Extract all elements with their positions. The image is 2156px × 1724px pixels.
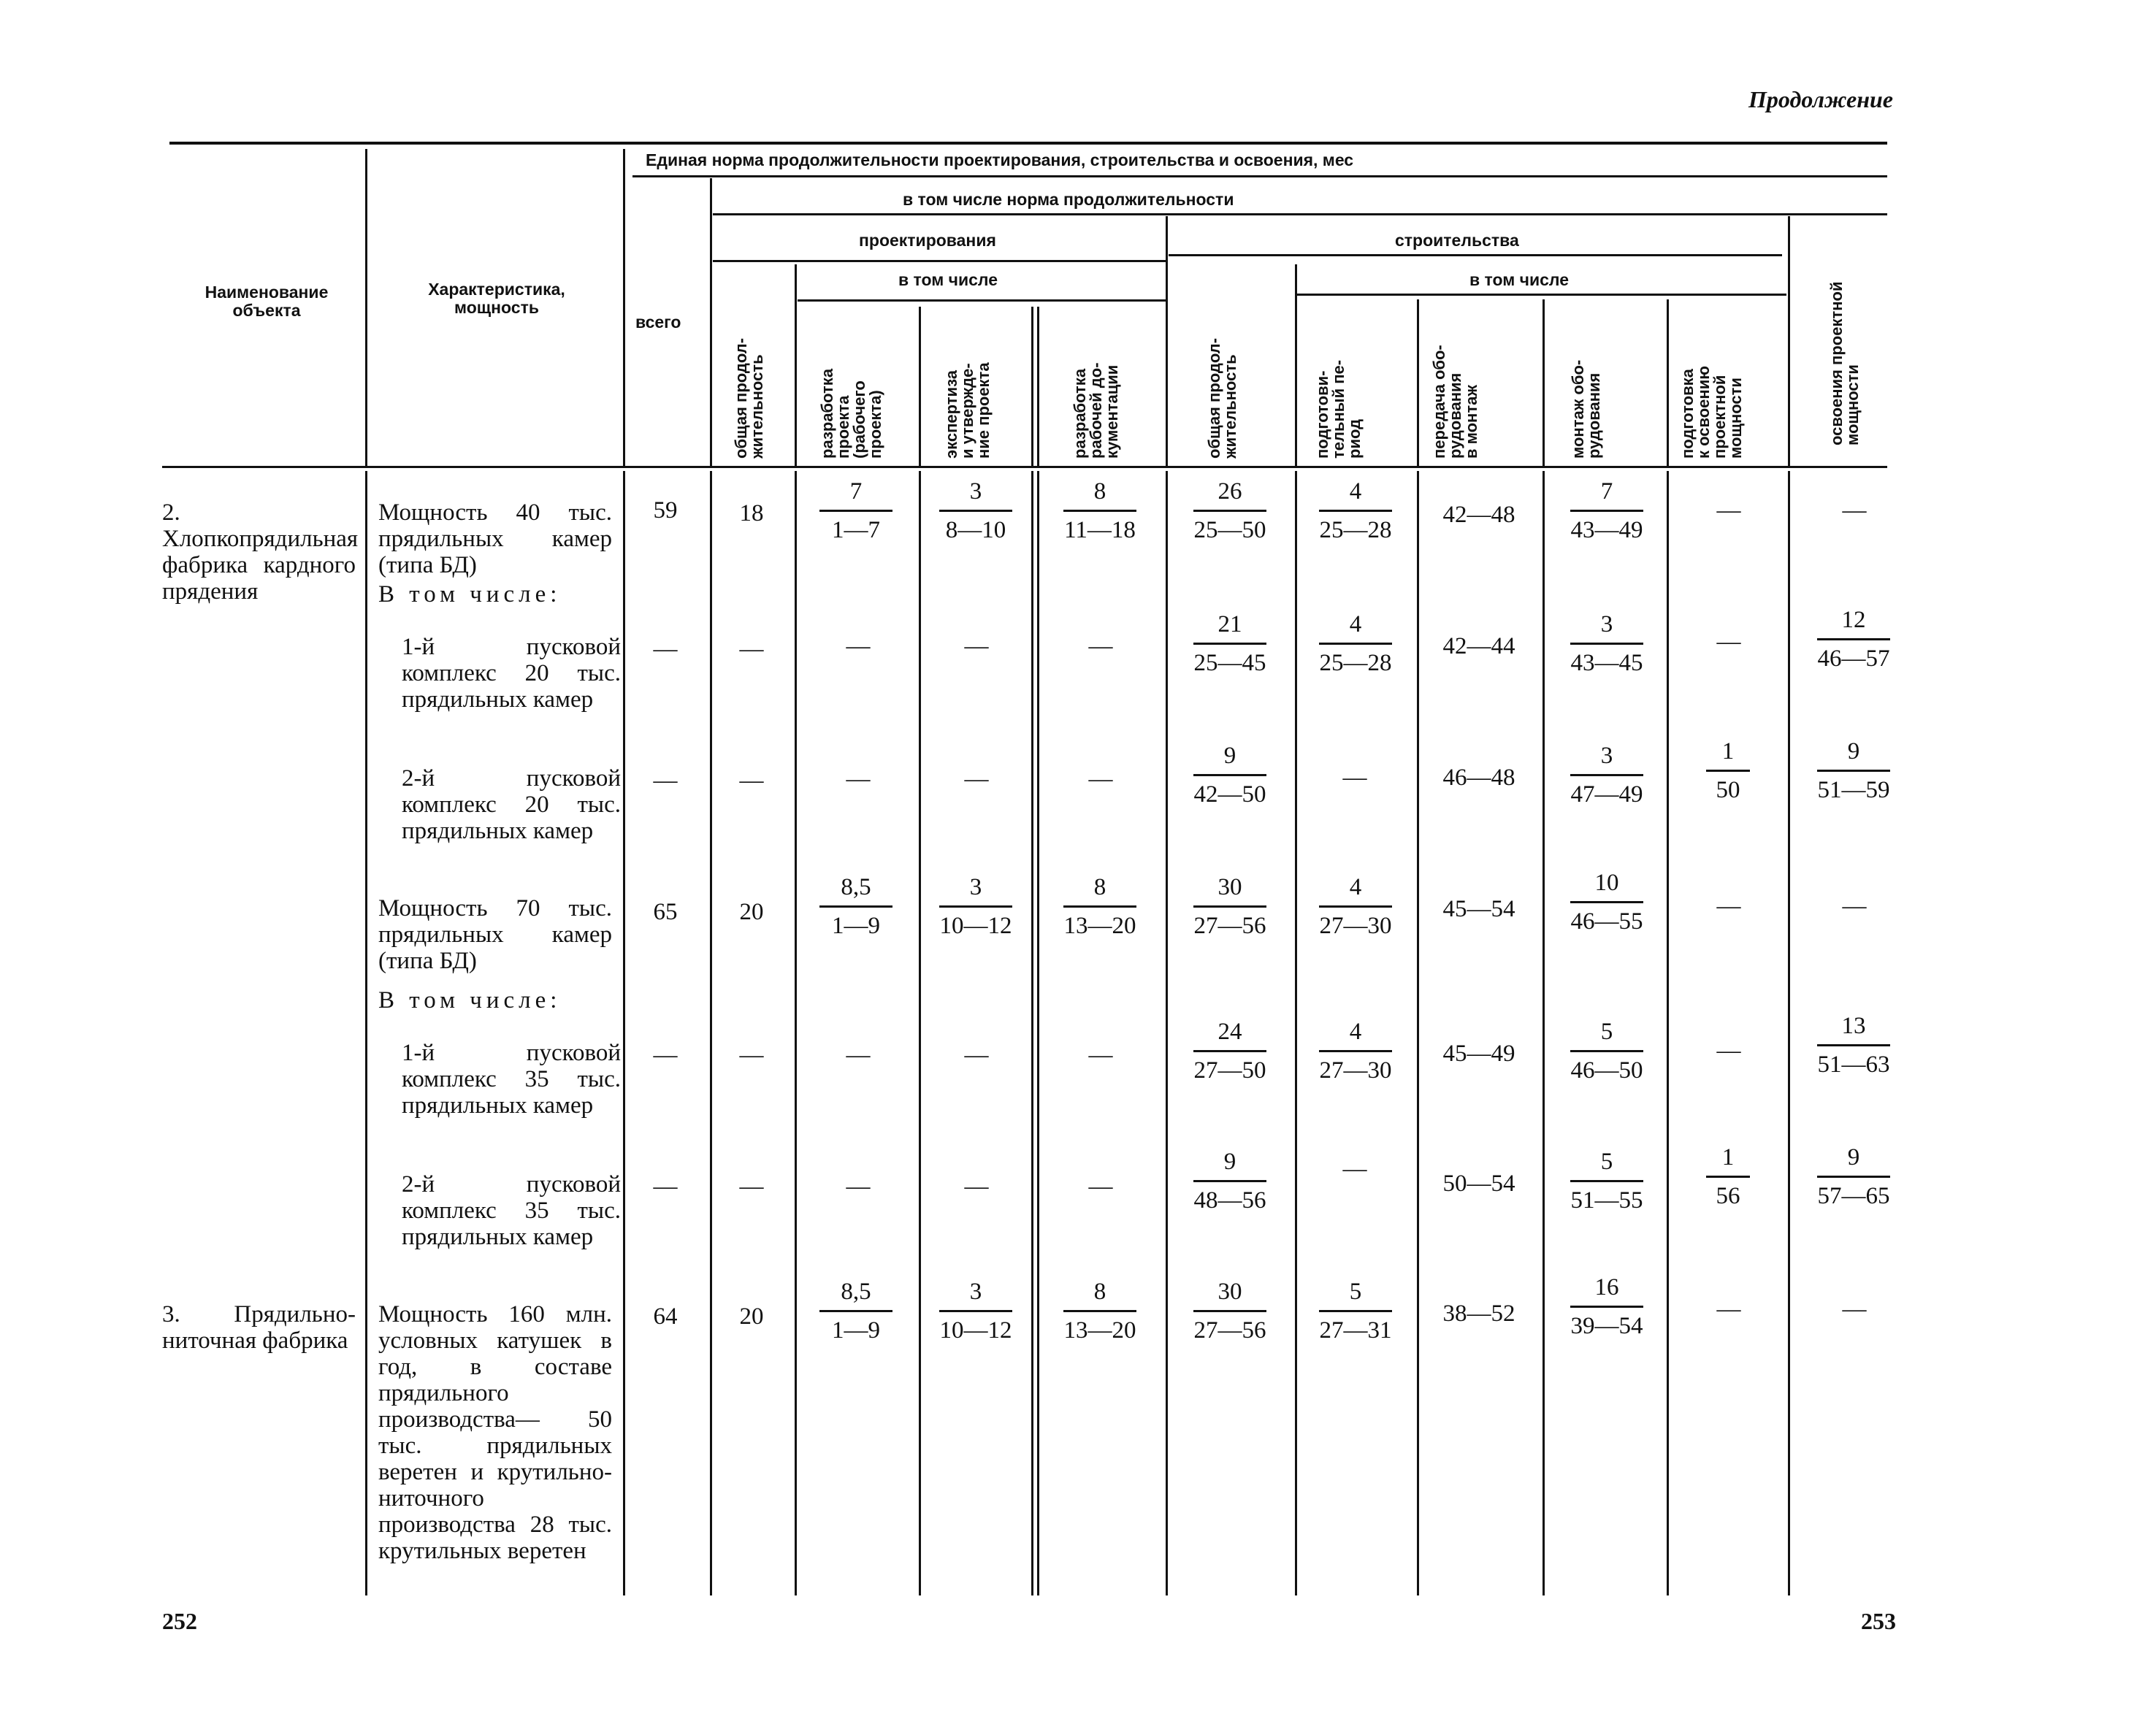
rule-design xyxy=(713,260,1166,262)
cell-constr-total xyxy=(1186,1278,1274,1344)
vrule-char xyxy=(623,149,625,467)
table-top-rule xyxy=(169,142,1887,145)
header-construction: строительства xyxy=(1395,231,1519,250)
cell-constr-mount xyxy=(1563,1018,1651,1084)
cell-design-work: — xyxy=(1088,766,1113,792)
cell-mastering: — xyxy=(1842,1296,1867,1322)
frac-num: 1 xyxy=(1721,1144,1735,1171)
cell-constr-mount xyxy=(1563,1148,1651,1214)
cell-total: — xyxy=(653,1173,678,1200)
cell-constr-master-prep: — xyxy=(1716,1296,1741,1322)
cell-constr-master-prep xyxy=(1684,1143,1772,1210)
frac-num: 7 xyxy=(1600,478,1613,505)
header-col-design-total: общая продол- жительность xyxy=(732,337,766,459)
frac-den: 39—54 xyxy=(1570,1313,1643,1339)
vrule-constr-total xyxy=(1295,264,1297,467)
frac-num: 9 xyxy=(1223,1149,1236,1175)
header-unified-norm: Единая норма продолжительности проектирования, строительства и освоения, мес xyxy=(646,150,1354,169)
cell-constr-transfer: 42—44 xyxy=(1442,633,1515,659)
frac-den: 27—30 xyxy=(1319,913,1392,939)
vrule-constr-mount xyxy=(1667,299,1669,467)
cell-design-work xyxy=(1056,478,1144,544)
cell-constr-total xyxy=(1186,1148,1274,1214)
header-col-constr-transfer: передача обо- рудования в монтаж xyxy=(1430,345,1480,459)
frac-den: 8—10 xyxy=(945,517,1006,543)
frac-den: 27—31 xyxy=(1319,1317,1392,1344)
frac-num: 3 xyxy=(969,874,982,900)
cell-constr-transfer: 38—52 xyxy=(1442,1300,1515,1327)
frac-num: 3 xyxy=(1600,611,1613,637)
frac-num: 12 xyxy=(1841,607,1866,633)
cell-design-work: — xyxy=(1088,1173,1113,1200)
frac-den: 42—50 xyxy=(1193,781,1266,808)
frac-num: 3 xyxy=(969,1279,982,1305)
cell-constr-total xyxy=(1186,742,1274,808)
body-vrule-7 xyxy=(1166,471,1168,1595)
cell-design-total: — xyxy=(739,1042,764,1068)
frac-num: 8,5 xyxy=(841,874,871,900)
cell-design-expert: — xyxy=(964,1042,989,1068)
vrule-design-end xyxy=(1166,216,1168,467)
frac-num: 4 xyxy=(1349,874,1362,900)
cell-constr-prep xyxy=(1312,610,1399,677)
cell-constr-total xyxy=(1186,478,1274,544)
header-col-design-expert: экспертиза и утвержде- ние проекта xyxy=(942,362,993,459)
vrule-design-expert xyxy=(1031,307,1033,467)
header-characteristic: Характеристика, мощность xyxy=(428,280,565,317)
cell-design-dev xyxy=(812,1278,900,1344)
frac-den: 43—45 xyxy=(1570,650,1643,676)
row-char: Мощность 40 тыс. прядильных камер (типа БД) xyxy=(378,499,612,578)
header-col-constr-prep: подготови- тельный пе- риод xyxy=(1313,359,1364,459)
cell-design-work xyxy=(1056,1278,1144,1344)
frac-den: 11—18 xyxy=(1064,517,1136,543)
rule-including xyxy=(713,213,1887,215)
cell-design-dev: — xyxy=(846,633,871,659)
body-vrule-6 xyxy=(1031,471,1033,1595)
frac-den: 56 xyxy=(1716,1183,1740,1209)
frac-den: 13—20 xyxy=(1063,1317,1136,1344)
cell-constr-mount xyxy=(1563,610,1651,677)
header-name: Наименование объекта xyxy=(204,283,329,320)
cell-constr-transfer: 45—54 xyxy=(1442,896,1515,922)
frac-den: 47—49 xyxy=(1570,781,1643,808)
cell-total: — xyxy=(653,636,678,662)
frac-num: 30 xyxy=(1217,874,1242,900)
body-vrule-12 xyxy=(1788,471,1790,1595)
frac-num: 4 xyxy=(1349,1019,1362,1045)
page-number-left: 252 xyxy=(162,1608,197,1634)
frac-num: 5 xyxy=(1600,1149,1613,1175)
header-total: всего xyxy=(635,313,681,332)
cell-design-total: — xyxy=(739,1173,764,1200)
cell-constr-prep xyxy=(1312,873,1399,940)
cell-constr-transfer: 45—49 xyxy=(1442,1041,1515,1067)
frac-num: 9 xyxy=(1847,738,1860,765)
frac-den: 43—49 xyxy=(1570,517,1643,543)
cell-constr-master-prep: — xyxy=(1716,1038,1741,1064)
vrule-name xyxy=(365,149,367,467)
cell-design-dev xyxy=(812,478,900,544)
cell-constr-master-prep xyxy=(1684,738,1772,804)
cell-mastering xyxy=(1810,606,1897,673)
cell-design-expert xyxy=(932,1278,1020,1344)
cell-mastering: — xyxy=(1842,497,1867,524)
cell-constr-total xyxy=(1186,610,1274,677)
frac-den: 27—50 xyxy=(1193,1057,1266,1084)
object-name-2: 2. Хлопкопрядильная фабрика кардного прядения xyxy=(162,499,359,605)
body-vrule-6b xyxy=(1037,471,1039,1595)
body-vrule-10 xyxy=(1543,471,1545,1595)
header-including-norm: в том числе норма продолжительности xyxy=(903,190,1234,209)
row-char: 1-й пусковой комплекс 20 тыс. прядильных камер xyxy=(402,634,621,713)
frac-num: 8 xyxy=(1093,478,1106,505)
frac-den: 46—57 xyxy=(1817,645,1890,672)
frac-den: 25—45 xyxy=(1193,650,1266,676)
cell-total: — xyxy=(653,1042,678,1068)
frac-den: 27—56 xyxy=(1193,1317,1266,1344)
frac-den: 51—59 xyxy=(1817,777,1890,803)
frac-den: 25—28 xyxy=(1319,517,1392,543)
header-col-design-work: разработка рабочей до- кументации xyxy=(1071,362,1121,459)
frac-num: 8 xyxy=(1093,874,1106,900)
frac-num: 3 xyxy=(1600,743,1613,769)
cell-constr-transfer: 46—48 xyxy=(1442,765,1515,791)
header-bottom-rule xyxy=(162,466,1887,468)
page-number-right: 253 xyxy=(1861,1608,1896,1634)
vrule-design-dev xyxy=(919,307,921,467)
vrule-design-total xyxy=(795,264,797,467)
vrule-constr-prep xyxy=(1417,299,1419,467)
frac-den: 27—56 xyxy=(1193,913,1266,939)
frac-den: 10—12 xyxy=(939,913,1012,939)
frac-den: 48—56 xyxy=(1193,1187,1266,1214)
body-vrule-8 xyxy=(1295,471,1297,1595)
frac-den: 13—20 xyxy=(1063,913,1136,939)
cell-constr-prep xyxy=(1312,478,1399,544)
cell-design-total: 18 xyxy=(739,500,764,526)
body-vrule-9 xyxy=(1417,471,1419,1595)
frac-num: 26 xyxy=(1217,478,1242,505)
cell-design-dev: — xyxy=(846,766,871,792)
row-char: 1-й пусковой комплекс 35 тыс. прядильных камер xyxy=(402,1040,621,1119)
header-col-constr-master-prep: подготовка к освоению проектной мощности xyxy=(1678,365,1745,459)
row-char: 2-й пусковой комплекс 20 тыс. прядильных камер xyxy=(402,765,621,844)
frac-num: 7 xyxy=(849,478,863,505)
cell-total: — xyxy=(653,767,678,794)
cell-constr-prep xyxy=(1312,1018,1399,1084)
frac-den: 1—7 xyxy=(832,517,880,543)
cell-design-expert xyxy=(932,478,1020,544)
frac-num: 10 xyxy=(1594,870,1619,896)
frac-den: 27—30 xyxy=(1319,1057,1392,1084)
frac-num: 24 xyxy=(1217,1019,1242,1045)
body-vrule-4 xyxy=(795,471,797,1595)
header-col-design-dev: разработка проекта (рабочего проекта) xyxy=(818,368,884,459)
body-vrule-5 xyxy=(919,471,921,1595)
cell-design-expert xyxy=(932,873,1020,940)
row-char: 2-й пусковой комплекс 35 тыс. прядильных камер xyxy=(402,1171,621,1250)
frac-den: 51—55 xyxy=(1570,1187,1643,1214)
frac-num: 16 xyxy=(1594,1274,1619,1300)
frac-num: 8,5 xyxy=(841,1279,871,1305)
frac-num: 9 xyxy=(1223,743,1236,769)
cell-total: 59 xyxy=(653,497,678,524)
frac-num: 3 xyxy=(969,478,982,505)
continuation-note: Продолжение xyxy=(1748,86,1893,112)
rule-unified xyxy=(632,175,1887,177)
cell-design-total: 20 xyxy=(739,899,764,925)
frac-num: 5 xyxy=(1349,1279,1362,1305)
cell-constr-prep: — xyxy=(1342,1156,1367,1182)
frac-den: 46—50 xyxy=(1570,1057,1643,1084)
frac-num: 30 xyxy=(1217,1279,1242,1305)
row-char: Мощность 160 млн. условных катушек в год, в составе прядильного производства— 50 тыс. прядильных веретен и крутильно-ниточного производства 28 тыс. крутильных веретен xyxy=(378,1301,612,1564)
cell-constr-transfer: 50—54 xyxy=(1442,1171,1515,1197)
cell-constr-total xyxy=(1186,873,1274,940)
cell-design-work xyxy=(1056,873,1144,940)
cell-constr-mount xyxy=(1563,869,1651,935)
frac-num: 9 xyxy=(1847,1144,1860,1171)
cell-constr-master-prep: — xyxy=(1716,893,1741,919)
vrule-total xyxy=(710,178,712,467)
header-col-mastering: освоения проектной мощности xyxy=(1827,281,1862,445)
vrule-constr-end xyxy=(1788,216,1790,467)
header-col-constr-mount: монтаж обо- рудования xyxy=(1569,359,1603,459)
vrule-constr-transfer xyxy=(1543,299,1545,467)
row-char: В том числе: xyxy=(378,987,562,1014)
cell-constr-mount xyxy=(1563,478,1651,544)
cell-mastering xyxy=(1810,1012,1897,1079)
row-char: В том числе: xyxy=(378,581,562,608)
frac-num: 1 xyxy=(1721,738,1735,765)
frac-num: 8 xyxy=(1093,1279,1106,1305)
frac-den: 25—50 xyxy=(1193,517,1266,543)
cell-design-total: — xyxy=(739,767,764,794)
cell-design-expert: — xyxy=(964,766,989,792)
body-vrule-1 xyxy=(365,471,367,1595)
header-col-constr-total: общая продол- жительность xyxy=(1205,337,1239,459)
cell-design-total: — xyxy=(739,636,764,662)
object-name-3: 3. Прядильно-ниточная фабрика xyxy=(162,1301,356,1354)
cell-mastering xyxy=(1810,738,1897,804)
cell-constr-mount xyxy=(1563,1273,1651,1340)
rule-construction xyxy=(1169,254,1782,256)
cell-design-dev: — xyxy=(846,1042,871,1068)
cell-design-work: — xyxy=(1088,1042,1113,1068)
cell-design-expert: — xyxy=(964,1173,989,1200)
header-construction-including: в том числе xyxy=(1469,270,1570,289)
cell-constr-prep xyxy=(1312,1278,1399,1344)
frac-den: 1—9 xyxy=(832,1317,880,1344)
cell-total: 65 xyxy=(653,899,678,925)
cell-design-dev: — xyxy=(846,1173,871,1200)
header-design: проектирования xyxy=(859,231,996,250)
vrule-design-expert2 xyxy=(1037,307,1039,467)
frac-den: 10—12 xyxy=(939,1317,1012,1344)
cell-constr-master-prep: — xyxy=(1716,497,1741,524)
row-char: Мощность 70 тыс. прядильных камер (типа БД) xyxy=(378,895,612,974)
cell-design-expert: — xyxy=(964,633,989,659)
frac-num: 5 xyxy=(1600,1019,1613,1045)
cell-mastering xyxy=(1810,1143,1897,1210)
frac-den: 50 xyxy=(1716,777,1740,803)
body-vrule-11 xyxy=(1667,471,1669,1595)
cell-constr-total xyxy=(1186,1018,1274,1084)
cell-constr-master-prep: — xyxy=(1716,629,1741,655)
rule-constr-incl xyxy=(1297,294,1786,296)
frac-num: 4 xyxy=(1349,478,1362,505)
frac-num: 21 xyxy=(1217,611,1242,637)
cell-constr-prep: — xyxy=(1342,765,1367,791)
frac-num: 4 xyxy=(1349,611,1362,637)
cell-design-dev xyxy=(812,873,900,940)
cell-constr-mount xyxy=(1563,742,1651,808)
cell-constr-transfer: 42—48 xyxy=(1442,502,1515,528)
frac-den: 1—9 xyxy=(832,913,880,939)
frac-den: 46—55 xyxy=(1570,908,1643,935)
cell-design-work: — xyxy=(1088,633,1113,659)
cell-total: 64 xyxy=(653,1303,678,1330)
frac-den: 57—65 xyxy=(1817,1183,1890,1209)
cell-design-total: 20 xyxy=(739,1303,764,1330)
frac-den: 51—63 xyxy=(1817,1051,1890,1078)
header-design-including: в том числе xyxy=(898,270,998,289)
cell-mastering: — xyxy=(1842,893,1867,919)
frac-num: 13 xyxy=(1841,1013,1866,1039)
rule-design-incl xyxy=(798,299,1166,302)
frac-den: 25—28 xyxy=(1319,650,1392,676)
